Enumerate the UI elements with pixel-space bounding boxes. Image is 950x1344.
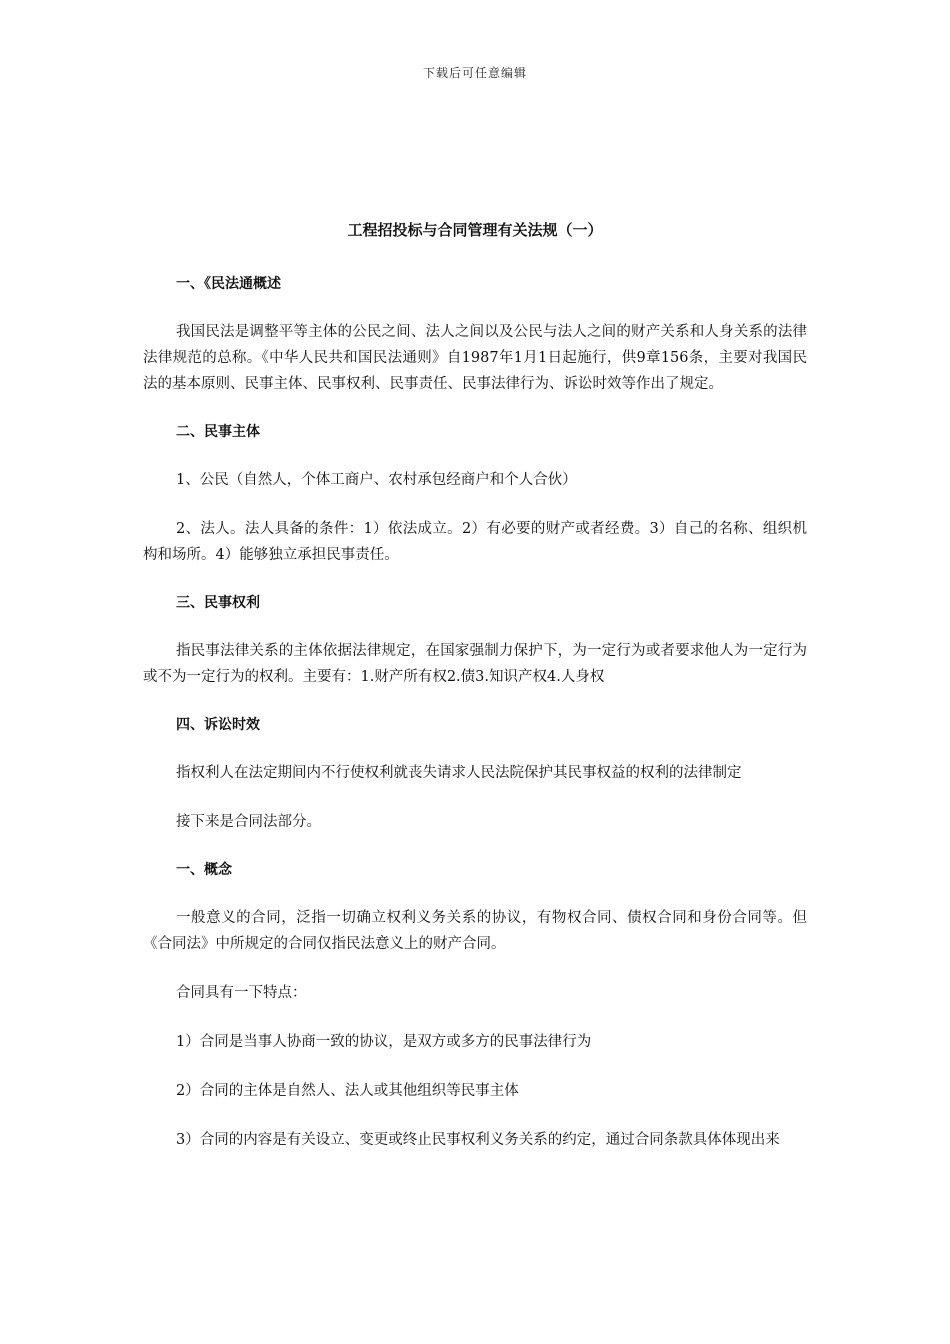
- paragraph: 1、公民（自然人，个体工商户、农村承包经商户和个人合伙）: [176, 472, 577, 488]
- paragraph: 一般意义的合同，泛指一切确立权利义务关系的协议，有物权合同、债权合同和身份合同等。但《合同法》中所规定的合同仅指民法意义上的财产合同。: [143, 910, 807, 952]
- paragraph: 指权利人在法定期间内不行使权利就丧失请求人民法院保护其民事权益的权利的法律制定: [176, 765, 742, 781]
- paragraph: 3）合同的内容是有关设立、变更或终止民事权利义务关系的约定，通过合同条款具体体现出来: [176, 1132, 780, 1148]
- section-heading: 三、民事权利: [176, 595, 260, 611]
- document-title: 工程招投标与合同管理有关法规（一）: [347, 221, 603, 239]
- section-heading: 一、概念: [176, 862, 232, 878]
- section-heading: 一、《民法通概述: [176, 276, 281, 292]
- paragraph: 2、法人。法人具备的条件：1）依法成立。2）有必要的财产或者经费。3）自己的名称、组织机构和场所。4）能够独立承担民事责任。: [143, 521, 807, 563]
- section-heading: 二、民事主体: [176, 424, 260, 440]
- paragraph: 2）合同的主体是自然人、法人或其他组织等民事主体: [176, 1083, 519, 1099]
- paragraph: 合同具有一下特点：: [176, 985, 307, 1001]
- document-body: [143, 218, 807, 1176]
- paragraph: 1）合同是当事人协商一致的协议，是双方或多方的民事法律行为: [176, 1034, 592, 1050]
- section-heading: 四、诉讼时效: [176, 717, 260, 733]
- paragraph: 指民事法律关系的主体依据法律规定，在国家强制力保护下，为一定行为或者要求他人为一定行为或不为一定行为的权利。主要有：1.财产所有权2.债3.知识产权4.人身权: [143, 643, 807, 685]
- page-header: 下载后可任意编辑: [422, 66, 527, 80]
- paragraph: 接下来是合同法部分。: [176, 814, 321, 830]
- paragraph: 我国民法是调整平等主体的公民之间、法人之间以及公民与法人之间的财产关系和人身关系的法律法律规范的总称。《中华人民共和国民法通则》自1987年1月1日起施行，供9章156条，主要对我国民法的基本原则、民事主体、民事权利、民事责任、民事法律行为、诉讼时效等作出了规定。: [143, 324, 807, 392]
